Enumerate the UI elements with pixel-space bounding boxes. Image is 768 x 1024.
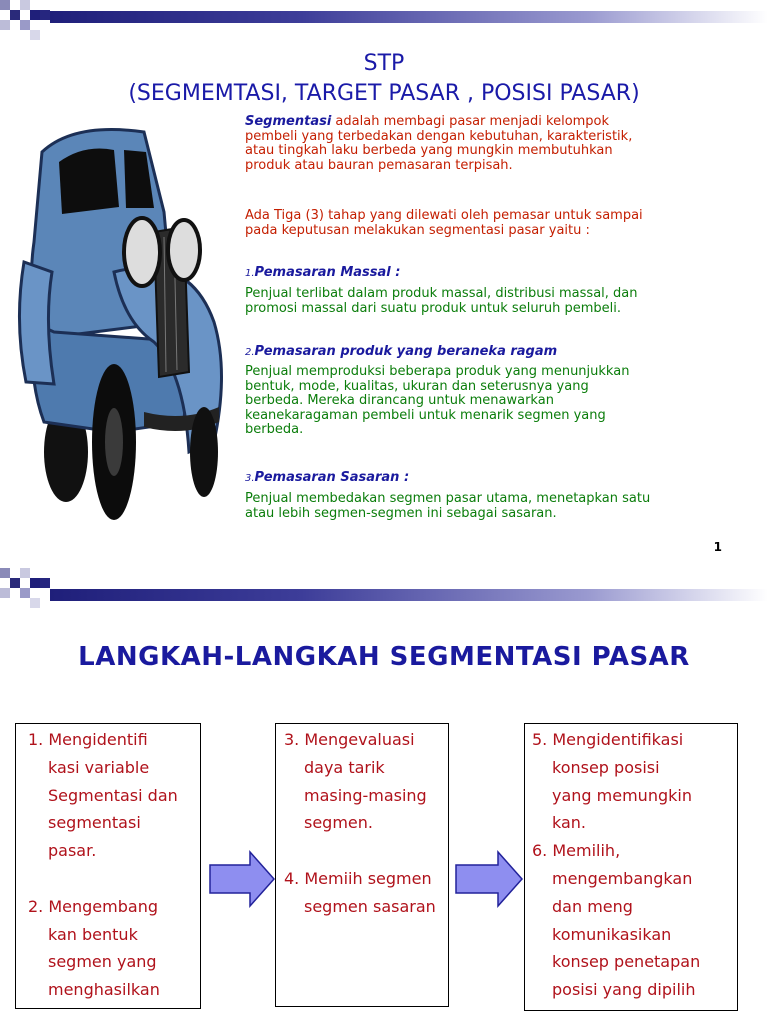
stage-3-heading — [245, 471, 735, 487]
definition-line-3: atau tingkah laku berbeda yang mungkin membutuhkan — [245, 143, 613, 158]
box-line: kasi variable — [48, 757, 150, 777]
box-line: segmen. — [304, 813, 373, 833]
box-spacer — [284, 837, 449, 865]
stage-2-line: bentuk, mode, kualitas, ukuran dan seterusnya yang — [245, 378, 589, 394]
stage-1-heading — [245, 266, 735, 282]
box-line: posisi yang dipilih — [552, 980, 696, 1000]
box-line: 4. Memiih segmen — [284, 868, 432, 888]
stage-3-num: 3. — [245, 473, 255, 484]
stage-2-title: Pemasaran produk yang beraneka ragam — [254, 344, 558, 359]
page-number: 1 — [713, 540, 722, 554]
stage-1-body — [245, 287, 735, 316]
stages-intro — [245, 209, 735, 238]
stage-1-title: Pemasaran Massal : — [254, 265, 401, 280]
stage-2-body — [245, 365, 735, 438]
slide-title-line2: (SEGMEMTASI, TARGET PASAR , POSISI PASAR) — [128, 81, 640, 106]
box-line: masing-masing — [304, 785, 427, 805]
definition-term: Segmentasi — [245, 114, 332, 129]
stage-1-line: Penjual terlibat dalam produk massal, distribusi massal, dan — [245, 286, 638, 301]
right-arrow-icon — [454, 850, 524, 908]
slide-title-line1: STP — [363, 51, 405, 76]
box-line: dan meng — [552, 896, 633, 916]
box-line: 3. Mengevaluasi — [284, 730, 415, 749]
stage-2-line: keanekaragaman pembeli untuk menarik segmen yang — [245, 407, 606, 423]
box-line: segmentasi — [48, 813, 141, 833]
definition-line-1: adalah membagi pasar menjadi kelompok — [331, 114, 610, 129]
step-box-1-text — [28, 726, 203, 1004]
vintage-car-icon — [14, 122, 240, 522]
stage-1-num: 1. — [245, 268, 255, 279]
step-box-2-text — [284, 726, 449, 921]
box-line: 5. Mengidentifikasi — [532, 730, 684, 749]
box-line: pasar. — [48, 841, 97, 861]
box-line: 6. Memilih, — [532, 841, 621, 861]
stage-3-line: atau lebih segmen-segmen ini sebagai sasaran. — [245, 505, 557, 521]
stage-1-line: promosi massal dari suatu produk untuk seluruh pembeli. — [245, 300, 622, 316]
box-line: kan. — [552, 813, 587, 833]
step-box-3-text — [532, 726, 737, 1004]
box-line: 2. Mengembang — [28, 896, 158, 916]
stages-intro-line-1: Ada Tiga (3) tahap yang dilewati oleh pemasar untuk sampai — [245, 208, 643, 223]
right-arrow-icon — [208, 850, 276, 908]
box-line: 1. Mengidentifi — [28, 730, 148, 749]
stage-3-line: Penjual membedakan segmen pasar utama, menetapkan satu — [245, 491, 651, 506]
box-line: komunikasikan — [552, 924, 672, 944]
stage-2-line: Penjual memproduksi beberapa produk yang menunjukkan — [245, 364, 630, 379]
box-line: yang memungkin — [552, 785, 692, 805]
stage-2-line: berbeda. — [245, 422, 304, 437]
box-line: segmen yang — [48, 952, 157, 972]
stage-2-line: berbeda. Mereka dirancang untuk menawarkan — [245, 393, 554, 408]
definition-paragraph — [245, 115, 735, 173]
stage-2-num: 2. — [245, 347, 255, 358]
slide-2-title: LANGKAH-LANGKAH SEGMENTASI PASAR — [78, 642, 690, 672]
definition-line-2: pembeli yang terbedakan dengan kebutuhan, karakteristik, — [245, 128, 633, 144]
box-line: Segmentasi dan — [48, 785, 178, 805]
box-line: kan bentuk — [48, 924, 138, 944]
header-decoration — [0, 0, 768, 40]
slide-2 — [0, 568, 768, 1024]
box-spacer — [28, 865, 203, 893]
stages-intro-line-2: pada keputusan melakukan segmentasi pasar yaitu : — [245, 222, 590, 238]
box-line: daya tarik — [304, 757, 385, 777]
definition-line-4: produk atau bauran pemasaran terpisah. — [245, 157, 513, 173]
box-line: mengembangkan — [552, 868, 693, 888]
stage-2-heading — [245, 345, 735, 361]
stage-3-title: Pemasaran Sasaran : — [254, 470, 410, 485]
box-line: konsep posisi — [552, 757, 660, 777]
box-line: konsep penetapan — [552, 952, 701, 972]
stage-3-body — [245, 492, 735, 521]
box-line: segmen sasaran — [304, 896, 436, 916]
box-line: menghasilkan — [48, 980, 160, 1000]
header-decoration — [0, 568, 768, 608]
